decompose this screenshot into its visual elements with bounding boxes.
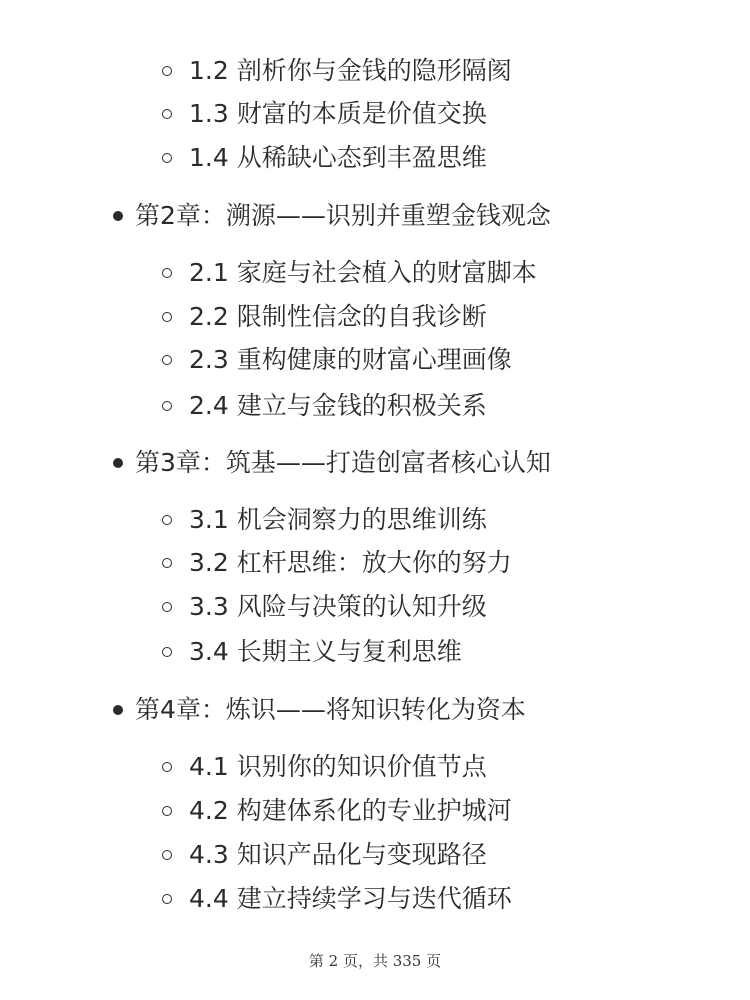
toc-section-label: 4.4 建立持续学习与迭代循环 (189, 884, 512, 913)
toc-chapter-label: 第3章：筑基——打造创富者核心认知 (135, 448, 551, 477)
toc-section-label: 4.1 识别你的知识价值节点 (189, 752, 487, 781)
toc-section-label: 4.3 知识产品化与变现路径 (189, 840, 487, 869)
toc-section-label: 2.4 建立与金钱的积极关系 (189, 391, 487, 420)
toc-section-1-4[interactable] (162, 141, 487, 175)
toc-section-2-4[interactable] (162, 389, 487, 423)
circle-bullet-icon (162, 762, 172, 772)
toc-section-label: 1.3 财富的本质是价值交换 (189, 99, 487, 128)
circle-bullet-icon (162, 806, 172, 816)
toc-section-label: 2.1 家庭与社会植入的财富脚本 (189, 258, 537, 287)
toc-section-2-3[interactable] (162, 343, 512, 377)
toc-chapter-label: 第4章：炼识——将知识转化为资本 (135, 695, 526, 724)
toc-chapter-3[interactable] (113, 446, 551, 480)
toc-section-label: 3.3 风险与决策的认知升级 (189, 592, 487, 621)
toc-section-label: 3.2 杠杆思维：放大你的努力 (189, 548, 512, 577)
circle-bullet-icon (162, 355, 172, 365)
toc-section-4-4[interactable] (162, 882, 512, 916)
toc-chapter-4[interactable] (113, 693, 526, 727)
circle-bullet-icon (162, 558, 172, 568)
toc-section-3-4[interactable] (162, 635, 462, 669)
disc-bullet-icon (113, 211, 123, 221)
circle-bullet-icon (162, 515, 172, 525)
toc-section-2-2[interactable] (162, 300, 487, 334)
toc-section-label: 3.4 长期主义与复利思维 (189, 637, 462, 666)
toc-section-2-1[interactable] (162, 256, 537, 290)
toc-section-3-1[interactable] (162, 503, 487, 537)
toc-section-label: 3.1 机会洞察力的思维训练 (189, 505, 487, 534)
toc-section-label: 1.2 剖析你与金钱的隐形隔阂 (189, 56, 512, 85)
toc-section-3-2[interactable] (162, 546, 512, 580)
toc-section-label: 2.3 重构健康的财富心理画像 (189, 345, 512, 374)
disc-bullet-icon (113, 458, 123, 468)
toc-section-label: 2.2 限制性信念的自我诊断 (189, 302, 487, 331)
circle-bullet-icon (162, 401, 172, 411)
disc-bullet-icon (113, 705, 123, 715)
circle-bullet-icon (162, 312, 172, 322)
toc-section-1-3[interactable] (162, 97, 487, 131)
circle-bullet-icon (162, 66, 172, 76)
toc-section-4-1[interactable] (162, 750, 487, 784)
toc-chapter-2[interactable] (113, 199, 551, 233)
circle-bullet-icon (162, 850, 172, 860)
toc-section-label: 1.4 从稀缺心态到丰盈思维 (189, 143, 487, 172)
circle-bullet-icon (162, 602, 172, 612)
toc-section-4-3[interactable] (162, 838, 487, 872)
toc-section-3-3[interactable] (162, 590, 487, 624)
circle-bullet-icon (162, 647, 172, 657)
circle-bullet-icon (162, 153, 172, 163)
circle-bullet-icon (162, 109, 172, 119)
toc-section-label: 4.2 构建体系化的专业护城河 (189, 796, 512, 825)
toc-section-4-2[interactable] (162, 794, 512, 828)
circle-bullet-icon (162, 894, 172, 904)
page-number-footer: 第 2 页，共 335 页 (308, 952, 442, 970)
toc-chapter-label: 第2章：溯源——识别并重塑金钱观念 (135, 201, 551, 230)
toc-section-1-2[interactable] (162, 54, 512, 88)
circle-bullet-icon (162, 268, 172, 278)
